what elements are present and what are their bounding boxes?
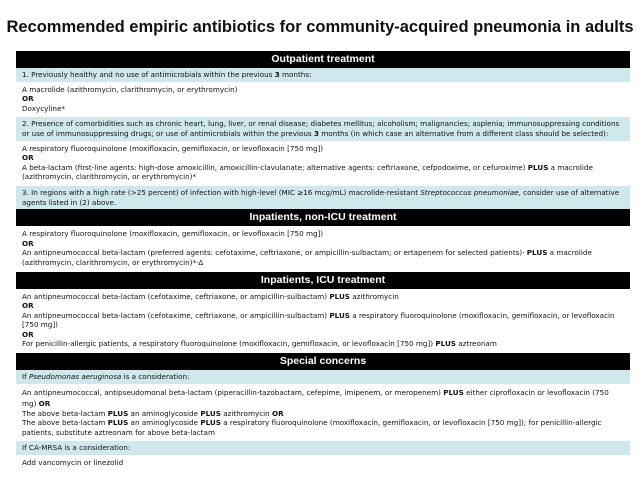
regimen-option: The above beta-lactam PLUS an aminoglycoside PLUS azithromycin OR bbox=[22, 408, 284, 418]
section-header-icu: Inpatients, ICU treatment bbox=[16, 272, 630, 289]
regimen-option: An antipneumococcal, antipseudomonal beta-lactam (piperacillin-tazobactam, cefepime, imipenem, or meropenem) PLUS either ciprofloxacin or levofloxacin (750 mg) OR bbox=[22, 387, 609, 408]
criteria-band-2: 2. Presence of comorbidities such as chronic heart, lung, liver, or renal disease; diabetes mellitus; alcoholism; malignancies; asplenia; immunosuppressing conditions or use of immunosuppressing drugs; or use of antimicrobials within the previous 3 months (in which case an alternative from a different class should be selected): bbox=[16, 117, 630, 140]
criteria-band-3: 3. In regions with a high rate (>25 percent) of infection with high-level (MIC ≥16 mcg/mL) macrolide-resistant Streptococcus pneumoniae, consider use of alternative agents listed in (2) above. bbox=[16, 186, 630, 209]
regimen-option: Add vancomycin or linezolid bbox=[22, 458, 124, 468]
regimen-option: A respiratory fluoroquinolone (moxifloxacin, gemifloxacin, or levofloxacin [750 mg]) bbox=[22, 229, 324, 239]
regimen-block-pseudomonas bbox=[16, 384, 630, 442]
page-title: Recommended empiric antibiotics for community-acquired pneumonia in adults bbox=[6, 18, 634, 36]
or-label: OR bbox=[22, 329, 34, 339]
or-label: OR bbox=[272, 408, 284, 418]
criteria-band-pseudomonas: If Pseudomonas aeruginosa is a consideration: bbox=[16, 370, 630, 384]
regimen-block-2 bbox=[16, 141, 630, 186]
or-label: OR bbox=[38, 398, 51, 408]
regimen-block-icu bbox=[16, 289, 630, 354]
regimen-option: A macrolide (azithromycin, clarithromycin, or erythromycin) bbox=[22, 84, 238, 94]
regimen-option: An antipneumococcal beta-lactam (cefotaxime, ceftriaxone, or ampicillin-sulbactam) PLUS azithromycin bbox=[22, 291, 399, 301]
regimen-block-non-icu bbox=[16, 226, 630, 271]
regimen-option: An antipneumococcal beta-lactam (preferred agents: cefotaxime, ceftriaxone, or ampicillin-sulbactam; or ertapenem for selected patients)· PLUS a macrolide (azithromycin, clarithromycin, or erythromycin)*·Δ bbox=[22, 248, 592, 267]
section-header-non-icu: Inpatients, non-ICU treatment bbox=[16, 209, 630, 226]
regimen-option: An antipneumococcal beta-lactam (cefotaxime, ceftriaxone, or ampicillin-sulbactam) PLUS a respiratory fluoroquinolone (moxifloxacin, gemifloxacin, or levofloxacin [750 mg]) bbox=[22, 310, 615, 330]
regimen-option: Doxycyline* bbox=[22, 103, 65, 113]
section-header-special: Special concerns bbox=[16, 353, 630, 370]
or-label: OR bbox=[22, 238, 34, 248]
regimen-option: The above beta-lactam PLUS an aminoglycoside PLUS a respiratory fluoroquinolone (moxifloxacin, gemifloxacin, or levofloxacin [750 mg]); for penicillin-allergic patients, substitute aztreonam for above beta-lactam bbox=[22, 418, 602, 437]
criteria-band-1: 1. Previously healthy and no use of antimicrobials within the previous 3 months: bbox=[16, 68, 630, 82]
regimen-option: A beta-lactam (first-line agents: high-dose amoxicillin, amoxicillin-clavulanate; alternative agents: ceftriaxone, cefpodoxime, or cefuroxime) PLUS a macrolide (azithromycin, clarithromycin, or erythromycin)* bbox=[22, 162, 593, 182]
criteria-band-mrsa: If CA-MRSA is a consideration: bbox=[16, 441, 630, 455]
or-label: OR bbox=[22, 153, 34, 163]
or-label: OR bbox=[22, 94, 34, 104]
regimen-option: For penicillin-allergic patients, a respiratory fluoroquinolone (moxifloxacin, gemifloxacin, or levofloxacin [750 mg]) PLUS aztreonam bbox=[22, 339, 497, 349]
regimen-option: A respiratory fluoroquinolone (moxifloxacin, gemifloxacin, or levofloxacin [750 mg]) bbox=[22, 143, 324, 153]
section-header-outpatient: Outpatient treatment bbox=[16, 51, 630, 68]
regimen-block-1 bbox=[16, 82, 630, 118]
or-label: OR bbox=[22, 301, 34, 311]
regimen-block-mrsa bbox=[16, 455, 630, 472]
antibiotic-table bbox=[16, 51, 630, 472]
